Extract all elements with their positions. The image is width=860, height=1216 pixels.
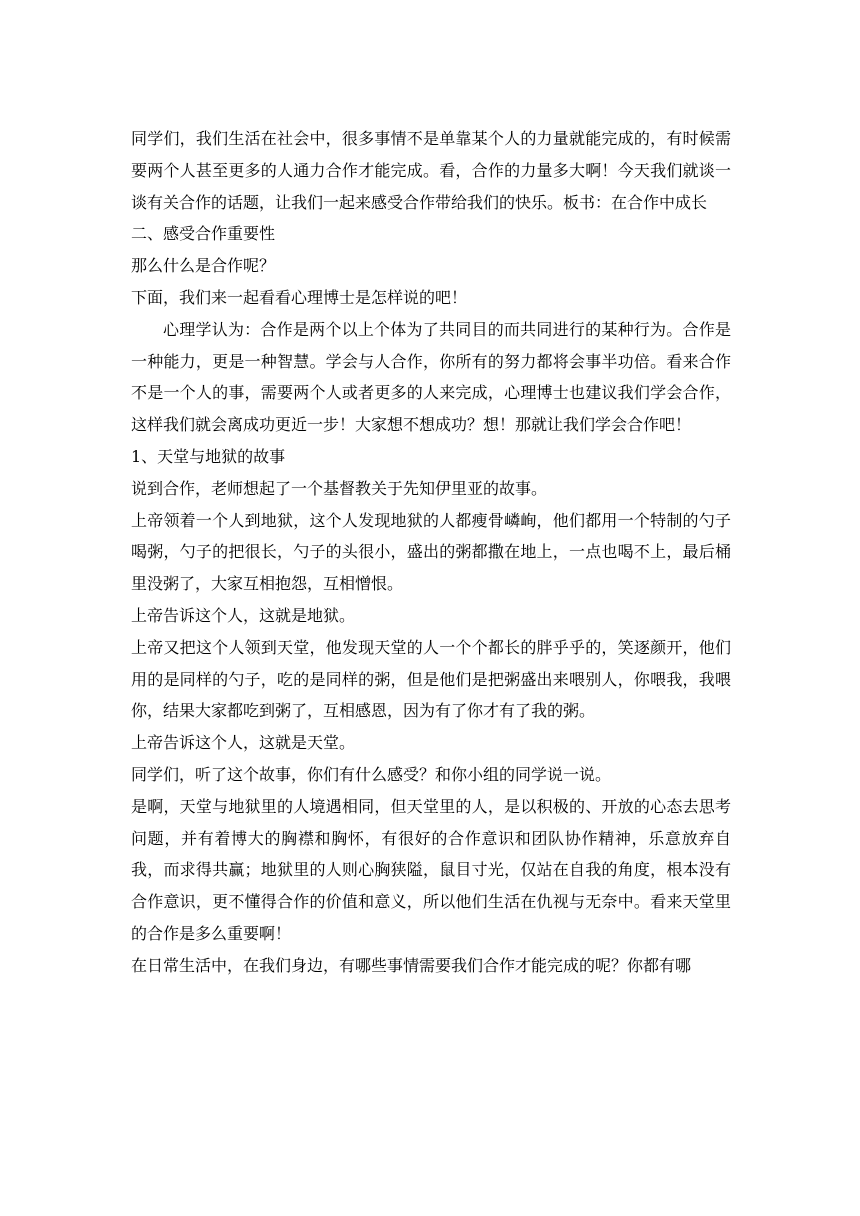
paragraph-analysis: 是啊，天堂与地狱里的人境遇相同，但天堂里的人，是以积极的、开放的心态去思考问题，并有着博大的胸襟和胸怀，有很好的合作意识和团队协作精神，乐意放弃自我，而求得共赢；地狱里的人则心胸狭隘，鼠目寸光，仅站在自我的角度，根本没有合作意识，更不懂得合作的价值和意义，所以他们生活在仇视与无奈中。看来天堂里的合作是多么重要啊！ (131, 796, 731, 943)
paragraph-intro: 同学们，我们生活在社会中，很多事情不是单靠某个人的力量就能完成的，有时候需要两个人甚至更多的人通力合作才能完成。看，合作的力量多大啊！今天我们就谈一谈有关合作的话题，让我们一起来感受合作带给我们的快乐。板书：在合作中成长 (131, 129, 731, 212)
paragraph-story-intro: 说到合作，老师想起了一个基督教关于先知伊里亚的故事。 (131, 478, 548, 498)
paragraph-hell-conclusion: 上帝告诉这个人，这就是地狱。 (131, 605, 356, 625)
paragraph-question: 那么什么是合作呢？ (131, 256, 276, 276)
document-body (131, 123, 731, 982)
paragraph-hell-story: 上帝领着一个人到地狱，这个人发现地狱的人都瘦骨嶙峋，他们都用一个特制的勺子喝粥，勺子的把很长，勺子的头很小，盛出的粥都撒在地上，一点也喝不上，最后桶里没粥了，大家互相抱怨，互相憎恨。 (131, 510, 731, 594)
paragraph-heaven-conclusion: 上帝告诉这个人，这就是天堂。 (131, 733, 356, 753)
subsection-heading-1: 1、天堂与地狱的故事 (131, 446, 286, 466)
paragraph-lead-in: 下面，我们来一起看看心理博士是怎样说的吧！ (131, 287, 468, 307)
section-heading-2: 二、感受合作重要性 (131, 224, 276, 244)
paragraph-heaven-story: 上帝又把这个人领到天堂，他发现天堂的人一个个都长的胖乎乎的，笑逐颜开，他们用的是同样的勺子，吃的是同样的粥，但是他们是把粥盛出来喂别人，你喂我，我喂你，结果大家都吃到粥了，互相感恩，因为有了你才有了我的粥。 (131, 637, 731, 721)
paragraph-discussion-prompt: 同学们，听了这个故事，你们有什么感受？和你小组的同学说一说。 (131, 764, 612, 784)
paragraph-daily-life: 在日常生活中，在我们身边，有哪些事情需要我们合作才能完成的呢？你都有哪 (131, 955, 692, 975)
paragraph-psychology-quote: 心理学认为：合作是两个以上个体为了共同目的而共同进行的某种行为。合作是一种能力，更是一种智慧。学会与人合作，你所有的努力都将会事半功倍。看来合作不是一个人的事，需要两个人或者更多的人来完成，心理博士也建议我们学会合作，这样我们就会离成功更近一步！大家想不想成功？想！那就让我们学会合作吧！ (131, 319, 731, 435)
